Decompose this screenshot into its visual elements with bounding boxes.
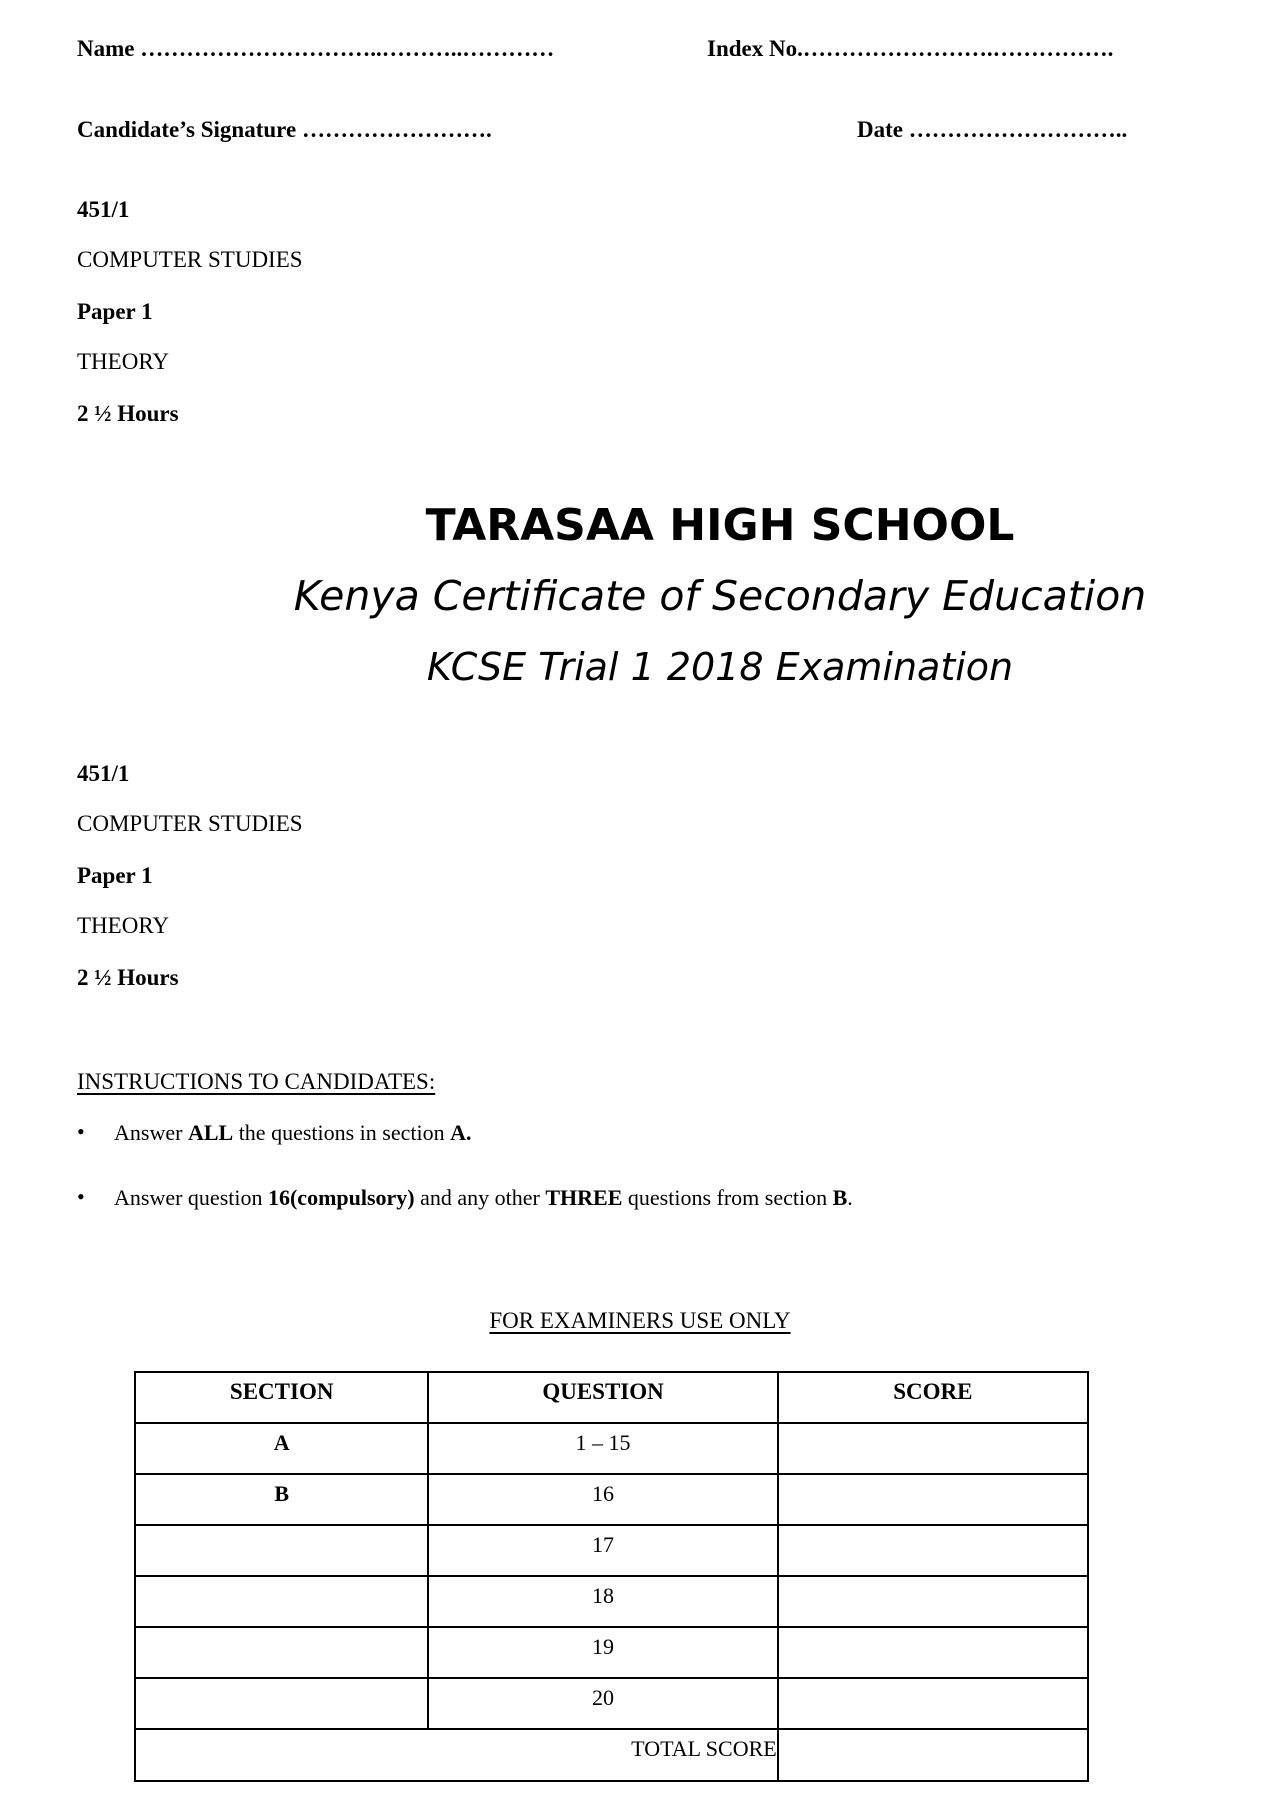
instruction-text: and any other — [414, 1185, 546, 1210]
total-score-cell[interactable] — [778, 1729, 1088, 1781]
score-cell[interactable] — [778, 1423, 1088, 1474]
question-cell: 16 — [428, 1474, 777, 1525]
bullet-icon: • — [77, 1119, 85, 1144]
instruction-emphasis: 16(compulsory) — [267, 1185, 415, 1210]
section-cell: B — [135, 1474, 428, 1525]
instruction-item-1 — [114, 1120, 472, 1146]
table-row — [135, 1423, 1088, 1474]
signature-label: Candidate’s Signature — [77, 117, 297, 142]
instruction-emphasis: B — [832, 1185, 848, 1210]
column-header-score: SCORE — [778, 1372, 1088, 1423]
table-row — [135, 1474, 1088, 1525]
section-cell — [135, 1678, 428, 1729]
question-cell: 20 — [428, 1678, 777, 1729]
paper-type-1: THEORY — [77, 349, 169, 374]
examiners-heading: FOR EXAMINERS USE ONLY — [489, 1308, 791, 1333]
score-cell[interactable] — [778, 1627, 1088, 1678]
subject-1: COMPUTER STUDIES — [77, 247, 303, 272]
score-cell[interactable] — [778, 1678, 1088, 1729]
examiners-table — [134, 1371, 1089, 1782]
index-label: Index No. — [707, 36, 803, 61]
section-cell — [135, 1627, 428, 1678]
instruction-text: questions from section — [622, 1185, 833, 1210]
date-label: Date — [857, 117, 903, 142]
paper-number-1: Paper 1 — [77, 299, 153, 324]
table-header-row — [135, 1372, 1088, 1423]
school-title: TARASAA HIGH SCHOOL — [425, 500, 1015, 551]
date-field[interactable] — [857, 117, 1127, 143]
subject-2: COMPUTER STUDIES — [77, 811, 303, 836]
table-row — [135, 1678, 1088, 1729]
paper-code-2: 451/1 — [77, 761, 130, 786]
instruction-text: Answer — [114, 1120, 188, 1145]
date-dots: ……………………….. — [908, 117, 1128, 142]
question-cell: 19 — [428, 1627, 777, 1678]
instruction-text: Answer question — [114, 1185, 268, 1210]
table-row — [135, 1525, 1088, 1576]
paper-type-2: THEORY — [77, 913, 169, 938]
question-cell: 17 — [428, 1525, 777, 1576]
question-cell: 1 – 15 — [428, 1423, 777, 1474]
name-label: Name — [77, 36, 135, 61]
total-row — [135, 1729, 1088, 1781]
signature-field[interactable] — [77, 117, 492, 143]
score-cell[interactable] — [778, 1576, 1088, 1627]
section-cell: A — [135, 1423, 428, 1474]
instruction-emphasis: A. — [450, 1120, 472, 1145]
duration-2: 2 ½ Hours — [77, 965, 179, 990]
column-header-question: QUESTION — [428, 1372, 777, 1423]
index-field[interactable] — [707, 36, 1113, 62]
section-cell — [135, 1525, 428, 1576]
score-cell[interactable] — [778, 1474, 1088, 1525]
name-dots: …………………………..………..………… — [140, 36, 555, 61]
column-header-section: SECTION — [135, 1372, 428, 1423]
name-field[interactable] — [77, 36, 554, 62]
instruction-text: . — [847, 1185, 853, 1210]
paper-number-2: Paper 1 — [77, 863, 153, 888]
paper-code-1: 451/1 — [77, 197, 130, 222]
total-score-label: TOTAL SCORE — [135, 1729, 778, 1781]
question-cell: 18 — [428, 1576, 777, 1627]
signature-dots: ……………………. — [301, 117, 492, 142]
bullet-icon: • — [77, 1184, 85, 1209]
instruction-text: the questions in section — [233, 1120, 451, 1145]
instruction-item-2 — [114, 1185, 853, 1211]
section-cell — [135, 1576, 428, 1627]
table-row — [135, 1576, 1088, 1627]
duration-1: 2 ½ Hours — [77, 401, 179, 426]
index-dots: …………………….……………. — [802, 36, 1114, 61]
score-cell[interactable] — [778, 1525, 1088, 1576]
instruction-emphasis: THREE — [545, 1185, 623, 1210]
instruction-emphasis: ALL — [187, 1120, 234, 1145]
exam-title: KCSE Trial 1 2018 Examination — [426, 645, 1014, 689]
instructions-heading: INSTRUCTIONS TO CANDIDATES: — [77, 1069, 436, 1094]
certificate-title: Kenya Certificate of Secondary Education — [293, 572, 1147, 620]
table-row — [135, 1627, 1088, 1678]
